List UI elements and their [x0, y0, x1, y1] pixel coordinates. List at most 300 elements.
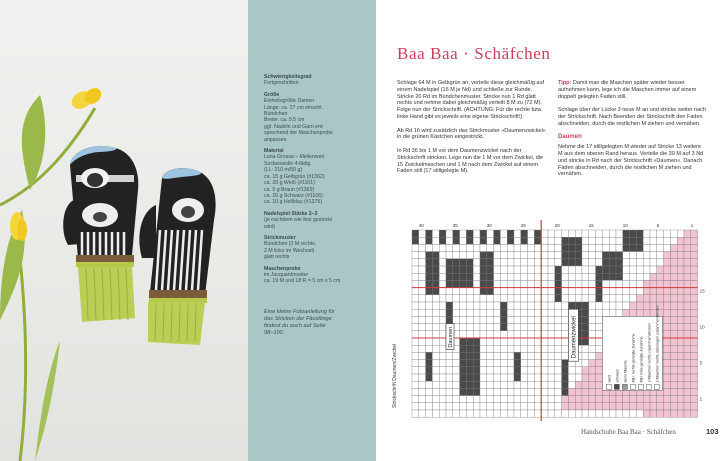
chart-cell — [602, 273, 609, 280]
chart-cell — [412, 410, 419, 417]
chart-cell — [480, 295, 487, 302]
chart-cell — [446, 266, 453, 273]
chart-cell — [541, 360, 548, 367]
chart-cell — [664, 316, 671, 323]
chart-cell — [616, 280, 623, 287]
chart-cell — [691, 331, 698, 338]
chart-cell — [575, 396, 582, 403]
chart-cell — [453, 266, 460, 273]
chart-cell — [514, 360, 521, 367]
chart-cell — [630, 259, 637, 266]
chart-cell — [480, 230, 487, 237]
chart-cell — [562, 324, 569, 331]
chart-cell — [568, 381, 575, 388]
chart-cell — [494, 388, 501, 395]
chart-cell — [412, 324, 419, 331]
chart-cell — [473, 273, 480, 280]
chart-cell — [460, 367, 467, 374]
chart-cell — [575, 381, 582, 388]
chart-row-number: 15 — [699, 288, 705, 294]
chart-cell — [466, 338, 473, 345]
chart-cell — [643, 309, 650, 316]
chart-cell — [670, 324, 677, 331]
chart-cell — [677, 345, 684, 352]
chart-cell — [412, 244, 419, 251]
chart-cell — [453, 302, 460, 309]
chart-cell — [500, 403, 507, 410]
legend-swatch — [622, 384, 627, 389]
chart-cell — [480, 237, 487, 244]
chart-cell — [589, 273, 596, 280]
chart-cell — [534, 396, 541, 403]
chart-cell — [548, 309, 555, 316]
chart-cell — [582, 324, 589, 331]
chart-cell — [507, 266, 514, 273]
chart-cell — [691, 374, 698, 381]
chart-cell — [589, 309, 596, 316]
chart-cell — [507, 252, 514, 259]
chart-cell — [419, 288, 426, 295]
chart-cell — [670, 338, 677, 345]
chart-cell — [494, 295, 501, 302]
chart-cell — [664, 295, 671, 302]
chart-cell — [466, 280, 473, 287]
chart-cell — [453, 252, 460, 259]
chart-cell — [664, 288, 671, 295]
chart-cell — [432, 237, 439, 244]
chart-cell — [684, 259, 691, 266]
chart-cell — [555, 273, 562, 280]
chart-cell — [589, 252, 596, 259]
chart-cell — [473, 244, 480, 251]
chart-cell — [426, 410, 433, 417]
chart-cell — [419, 244, 426, 251]
chart-cell — [596, 266, 603, 273]
chart-cell — [616, 230, 623, 237]
chart-cell — [507, 381, 514, 388]
chart-cell — [664, 360, 671, 367]
chart-cell — [548, 230, 555, 237]
chart-cell — [487, 252, 494, 259]
chart-cell — [568, 266, 575, 273]
chart-cell — [473, 295, 480, 302]
chart-cell — [582, 403, 589, 410]
chart-cell — [643, 237, 650, 244]
chart-cell — [541, 230, 548, 237]
chart-cell — [568, 244, 575, 251]
chart-cell — [534, 388, 541, 395]
chart-cell — [473, 388, 480, 395]
chart-cell — [548, 381, 555, 388]
chart-cell — [500, 352, 507, 359]
chart-cell — [432, 396, 439, 403]
chart-cell — [684, 396, 691, 403]
chart-cell — [426, 302, 433, 309]
chart-cell — [630, 244, 637, 251]
chart-cell — [596, 367, 603, 374]
chart-cell — [480, 316, 487, 323]
material-label: Material — [264, 148, 284, 155]
chart-cell — [412, 266, 419, 273]
chart-cell — [623, 244, 630, 251]
chart-cell — [589, 288, 596, 295]
chart-cell — [487, 381, 494, 388]
chart-cell — [514, 338, 521, 345]
chart-cell — [596, 388, 603, 395]
chart-cell — [596, 374, 603, 381]
chart-cell — [630, 396, 637, 403]
chart-cell — [419, 381, 426, 388]
chart-cell — [616, 237, 623, 244]
chart-cell — [562, 309, 569, 316]
chart-cell — [548, 388, 555, 395]
chart-cell — [677, 295, 684, 302]
chart-cell — [480, 259, 487, 266]
chart-cell — [412, 374, 419, 381]
chart-cell — [589, 302, 596, 309]
chart-cell — [677, 410, 684, 417]
instruction-paragraph-4: Schlage über der Lücke 3 neue M an und stricke weiter nach der Strickschrift. Nach Beenden der Strickschrift den Faden abschneiden, durch die restlichen M ziehen und vernähen. — [558, 107, 706, 127]
chart-cell — [555, 345, 562, 352]
chart-cell — [664, 252, 671, 259]
chart-cell — [541, 259, 548, 266]
chart-cell — [528, 403, 535, 410]
chart-cell — [589, 367, 596, 374]
chart-cell — [507, 338, 514, 345]
chart-cell — [636, 273, 643, 280]
chart-cell — [555, 302, 562, 309]
chart-cell — [636, 244, 643, 251]
chart-cell — [419, 324, 426, 331]
chart-cell — [514, 244, 521, 251]
chart-cell — [650, 403, 657, 410]
chart-cell — [426, 309, 433, 316]
chart-col-number: 30 — [486, 223, 492, 228]
chart-cell — [568, 252, 575, 259]
chart-cell — [500, 396, 507, 403]
chart-cell — [548, 295, 555, 302]
chart-cell — [432, 266, 439, 273]
chart-cell — [419, 266, 426, 273]
chart-cell — [480, 273, 487, 280]
chart-cell — [636, 237, 643, 244]
chart-cell — [494, 367, 501, 374]
chart-cell — [623, 309, 630, 316]
chart-cell — [630, 266, 637, 273]
chart-cell — [521, 288, 528, 295]
chart-cell — [473, 374, 480, 381]
chart-cell — [487, 244, 494, 251]
chart-cell — [466, 273, 473, 280]
chart-cell — [487, 403, 494, 410]
chart-cell — [596, 237, 603, 244]
chart-cell — [487, 288, 494, 295]
chart-cell — [630, 230, 637, 237]
chart-cell — [602, 266, 609, 273]
chart-cell — [582, 338, 589, 345]
chart-cell — [494, 230, 501, 237]
chart-cell — [575, 237, 582, 244]
chart-cell — [426, 230, 433, 237]
chart-cell — [691, 295, 698, 302]
chart-cell — [487, 273, 494, 280]
chart-row-number: 5 — [699, 360, 703, 366]
chart-cell — [500, 280, 507, 287]
size-label: Größe — [264, 91, 280, 98]
chart-cell — [412, 345, 419, 352]
chart-cell — [500, 338, 507, 345]
chart-cell — [466, 295, 473, 302]
chart-cell — [568, 295, 575, 302]
chart-cell — [521, 252, 528, 259]
chart-cell — [528, 266, 535, 273]
chart-cell — [466, 374, 473, 381]
chart-cell — [460, 237, 467, 244]
chart-cell — [643, 273, 650, 280]
chart-cell — [432, 295, 439, 302]
chart-cell — [677, 381, 684, 388]
chart-cell — [507, 244, 514, 251]
chart-cell — [562, 403, 569, 410]
thumb-instructions: Nehme die 17 stillgelegten M wieder auf Stricke 13 weitere M aus dem oberen Rand heraus. Verteile die 30 M auf 3 Nd und stricke in Rd nach der Strickschrift »Daumen«. Danach Fäden abschneiden, durch die restlichen M ziehen und vernähen. — [558, 144, 704, 178]
chart-cell — [453, 360, 460, 367]
chart-cell — [446, 252, 453, 259]
chart-cell — [480, 280, 487, 287]
tip-paragraph — [558, 80, 706, 100]
chart-cell — [548, 360, 555, 367]
chart-cell — [568, 259, 575, 266]
instructions-left-column — [397, 80, 549, 182]
chart-cell — [575, 230, 582, 237]
chart-cell — [466, 324, 473, 331]
needle-lines-line: (je nachdem wie fest gestrickt — [264, 217, 333, 224]
chart-cell — [602, 396, 609, 403]
chart-cell — [507, 410, 514, 417]
chart-cell — [412, 396, 419, 403]
gauge-lines-line: ca. 19 M und 18 R = 5 cm x 5 cm — [264, 278, 341, 285]
chart-cell — [500, 324, 507, 331]
chart-col-number: 10 — [622, 223, 628, 228]
chart-cell — [439, 381, 446, 388]
chart-cell — [677, 388, 684, 395]
chart-cell — [432, 316, 439, 323]
chart-cell — [582, 388, 589, 395]
chart-cell — [616, 273, 623, 280]
chart-cell — [439, 302, 446, 309]
chart-cell — [534, 345, 541, 352]
chart-cell — [609, 280, 616, 287]
chart-cell — [500, 302, 507, 309]
chart-cell — [419, 352, 426, 359]
chart-cell — [432, 309, 439, 316]
chart-cell — [439, 316, 446, 323]
chart-cell — [636, 295, 643, 302]
chart-cell — [691, 244, 698, 251]
chart-cell — [670, 352, 677, 359]
chart-cell — [460, 302, 467, 309]
needle-lines — [264, 217, 368, 230]
legend-label: schwarz — [615, 369, 620, 383]
chart-cell — [487, 259, 494, 266]
chart-cell — [589, 280, 596, 287]
chart-cell — [548, 280, 555, 287]
chart-cell — [466, 331, 473, 338]
chart-cell — [419, 280, 426, 287]
chart-cell — [521, 266, 528, 273]
chart-cell — [589, 374, 596, 381]
chart-cell — [684, 345, 691, 352]
legend-label: weiß — [607, 374, 612, 383]
chart-cell — [596, 302, 603, 309]
chart-cell — [562, 280, 569, 287]
chart-cell — [616, 244, 623, 251]
chart-cell — [575, 295, 582, 302]
chart-cell — [480, 252, 487, 259]
chart-cell — [419, 237, 426, 244]
chart-cell — [528, 295, 535, 302]
chart-cell — [609, 309, 616, 316]
chart-cell — [528, 381, 535, 388]
chart-cell — [657, 396, 664, 403]
chart-cell — [664, 374, 671, 381]
chart-cell — [623, 230, 630, 237]
chart-cell — [630, 302, 637, 309]
chart-cell — [555, 230, 562, 237]
chart-cell — [555, 396, 562, 403]
chart-cell — [670, 309, 677, 316]
chart-cell — [548, 288, 555, 295]
chart-cell — [439, 360, 446, 367]
chart-cell — [562, 244, 569, 251]
chart-cell — [575, 288, 582, 295]
chart-cell — [426, 266, 433, 273]
chart-cell — [507, 403, 514, 410]
chart-cell — [548, 367, 555, 374]
chart-cell — [670, 266, 677, 273]
chart-cell — [473, 324, 480, 331]
tip-label: Tipp: — [558, 80, 572, 86]
chart-cell — [534, 288, 541, 295]
chart-cell — [677, 309, 684, 316]
chart-cell — [657, 237, 664, 244]
chart-cell — [630, 309, 637, 316]
chart-cell — [582, 266, 589, 273]
legend-label: M1r: rechts geneigte Zunahme — [631, 333, 636, 383]
chart-cell — [684, 244, 691, 251]
chart-cell — [568, 410, 575, 417]
chart-cell — [636, 280, 643, 287]
chart-cell — [507, 324, 514, 331]
chart-cell — [575, 367, 582, 374]
chart-cell — [412, 252, 419, 259]
chart-cell — [521, 244, 528, 251]
chart-cell — [582, 302, 589, 309]
chart-cell — [480, 388, 487, 395]
chart-cell — [636, 288, 643, 295]
chart-cell — [691, 324, 698, 331]
chart-cell — [432, 288, 439, 295]
chart-cell — [480, 367, 487, 374]
chart-cell — [657, 288, 664, 295]
chart-cell — [609, 266, 616, 273]
chart-cell — [494, 345, 501, 352]
chart-cell — [602, 244, 609, 251]
chart-cell — [636, 266, 643, 273]
chart-cell — [643, 410, 650, 417]
chart-cell — [412, 381, 419, 388]
chart-cell — [541, 331, 548, 338]
chart-cell — [412, 273, 419, 280]
chart-cell — [650, 410, 657, 417]
chart-cell — [677, 396, 684, 403]
chart-cell — [643, 266, 650, 273]
chart-cell — [691, 259, 698, 266]
chart-cell — [432, 381, 439, 388]
chart-cell — [555, 403, 562, 410]
chart-cell — [589, 259, 596, 266]
chart-cell — [534, 352, 541, 359]
size-lines — [264, 98, 368, 143]
chart-cell — [521, 360, 528, 367]
chart-cell — [684, 230, 691, 237]
chart-cell — [691, 309, 698, 316]
chart-cell — [412, 331, 419, 338]
chart-cell — [596, 345, 603, 352]
chart-cell — [636, 309, 643, 316]
chart-cell — [453, 381, 460, 388]
chart-cell — [466, 403, 473, 410]
chart-cell — [473, 288, 480, 295]
chart-cell — [412, 367, 419, 374]
chart-cell — [548, 244, 555, 251]
chart-cell — [691, 381, 698, 388]
pattern-lines-line: glatt rechts — [264, 254, 290, 261]
chart-cell — [514, 295, 521, 302]
chart-cell — [562, 266, 569, 273]
chart-cell — [616, 403, 623, 410]
chart-cell — [412, 352, 419, 359]
chart-cell — [453, 367, 460, 374]
chart-cell — [677, 352, 684, 359]
chart-cell — [582, 288, 589, 295]
chart-cell — [650, 259, 657, 266]
chart-cell — [528, 302, 535, 309]
chart-cell — [521, 280, 528, 287]
chart-cell — [480, 244, 487, 251]
chart-cell — [473, 367, 480, 374]
material-lines-line: Sockenwolle 4-fädig — [264, 160, 311, 167]
chart-cell — [446, 360, 453, 367]
chart-cell — [555, 309, 562, 316]
chart-cell — [453, 309, 460, 316]
chart-cell — [650, 252, 657, 259]
chart-cell — [466, 309, 473, 316]
chart-cell — [439, 331, 446, 338]
chart-cell — [480, 338, 487, 345]
chart-cell — [439, 345, 446, 352]
chart-cell — [582, 367, 589, 374]
chart-cell — [582, 410, 589, 417]
chart-cell — [589, 360, 596, 367]
chart-row-number: 10 — [699, 324, 705, 330]
chart-cell — [514, 388, 521, 395]
chart-cell — [670, 280, 677, 287]
chart-cell — [602, 259, 609, 266]
chart-cell — [616, 295, 623, 302]
chart-cell — [541, 352, 548, 359]
chart-cell — [432, 345, 439, 352]
chart-cell — [432, 338, 439, 345]
